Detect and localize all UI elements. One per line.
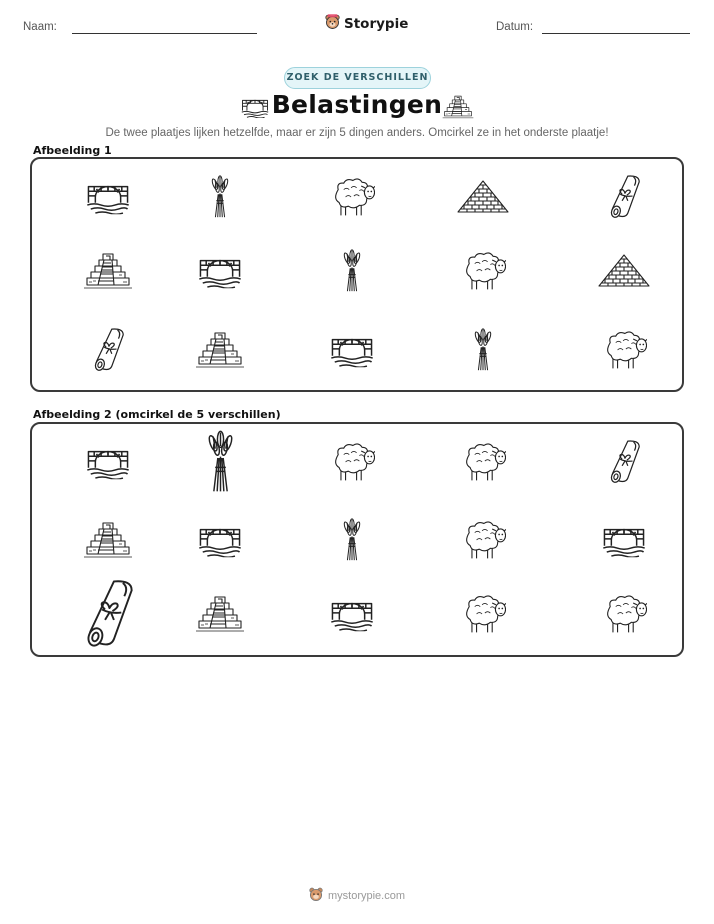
sheep-icon[interactable] <box>312 424 392 500</box>
pyramid-icon[interactable] <box>584 233 664 309</box>
sheep-icon[interactable] <box>584 312 664 388</box>
bear-icon <box>325 14 340 34</box>
name-line[interactable] <box>72 33 257 34</box>
footer-bear-icon <box>309 887 323 905</box>
wheat-icon[interactable] <box>180 159 260 235</box>
step-pyramid-icon[interactable] <box>68 502 148 578</box>
bridge-icon[interactable] <box>68 159 148 235</box>
name-label: Naam: <box>23 21 57 33</box>
bridge-icon[interactable] <box>312 576 392 652</box>
date-label: Datum: <box>496 21 534 33</box>
scroll-icon[interactable] <box>68 312 148 388</box>
wheat-icon-large[interactable] <box>180 424 260 500</box>
sheep-icon[interactable] <box>443 576 523 652</box>
picture-2-label: Afbeelding 2 (omcirkel de 5 verschillen) <box>33 408 281 421</box>
scroll-icon[interactable] <box>584 159 664 235</box>
page-title: Belastingen <box>271 90 443 119</box>
step-pyramid-icon[interactable] <box>68 233 148 309</box>
bridge-icon[interactable] <box>180 233 260 309</box>
brand-name: Storypie <box>344 16 409 32</box>
sheep-icon[interactable] <box>312 159 392 235</box>
bridge-icon[interactable] <box>584 502 664 578</box>
footer <box>0 887 714 905</box>
instructions: De twee plaatjes lijken hetzelfde, maar er zijn 5 dingen anders. Omcirkel ze in het onderste plaatje! <box>105 127 609 139</box>
wheat-icon[interactable] <box>312 502 392 578</box>
sheep-icon[interactable] <box>584 576 664 652</box>
picture-1-label: Afbeelding 1 <box>33 144 112 157</box>
bridge-icon[interactable] <box>312 312 392 388</box>
scroll-icon[interactable] <box>584 424 664 500</box>
sheep-icon[interactable] <box>443 424 523 500</box>
wheat-icon[interactable] <box>443 312 523 388</box>
worksheet-type-badge: ZOEK DE VERSCHILLEN <box>284 67 431 89</box>
sheep-icon[interactable] <box>443 233 523 309</box>
wheat-icon[interactable] <box>312 233 392 309</box>
footer-site: mystorypie.com <box>327 890 406 902</box>
step-pyramid-icon[interactable] <box>180 576 260 652</box>
bridge-icon[interactable] <box>68 424 148 500</box>
title-step-pyramid-icon <box>442 94 474 124</box>
pyramid-icon[interactable] <box>443 159 523 235</box>
scroll-icon-large[interactable] <box>68 576 148 652</box>
sheep-icon[interactable] <box>443 502 523 578</box>
brand-logo <box>325 14 408 34</box>
step-pyramid-icon[interactable] <box>180 312 260 388</box>
bridge-icon[interactable] <box>180 502 260 578</box>
date-line[interactable] <box>542 33 690 34</box>
